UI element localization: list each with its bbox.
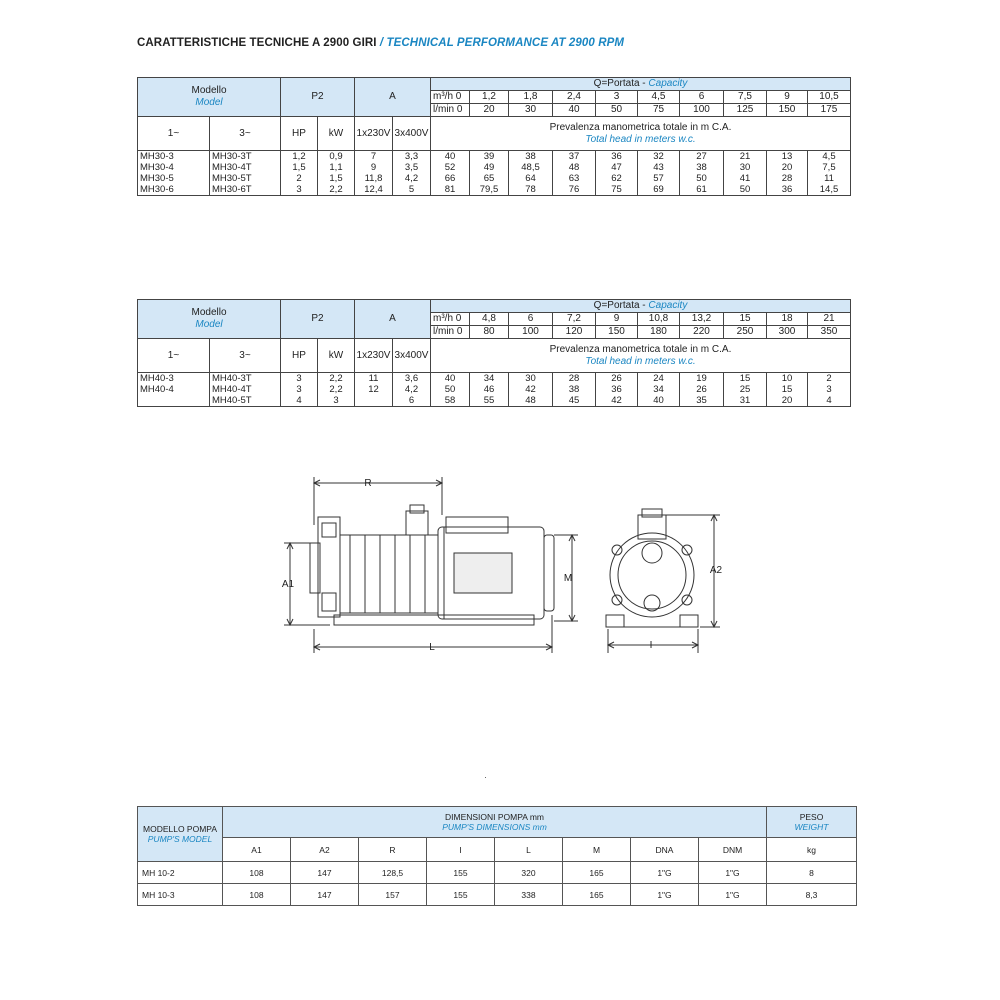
capacity-label: Capacity xyxy=(648,78,688,89)
head-cell: 28 xyxy=(553,373,596,385)
model-3ph-cell: MH40-4T xyxy=(210,384,281,395)
flow-lmin-cell: 40 xyxy=(553,104,596,117)
amp-230-cell: 7 xyxy=(355,151,393,163)
head-cell: 14,5 xyxy=(808,184,851,196)
head-cell: 62 xyxy=(596,173,638,184)
v230-header: 1x230V xyxy=(355,339,393,373)
weight-cell: 8,3 xyxy=(767,884,857,906)
three-phase-header: 3~ xyxy=(210,339,281,373)
amp-230-cell: 9 xyxy=(355,162,393,173)
pump-model-header xyxy=(138,807,223,862)
head-cell: 48 xyxy=(509,395,553,407)
label-a1: A1 xyxy=(281,579,295,590)
head-cell: 32 xyxy=(638,151,680,163)
heading-separator: / xyxy=(376,37,387,49)
hp-cell: 1,5 xyxy=(281,162,318,173)
total-head-label: Total head in meters w.c. xyxy=(585,133,696,145)
flow-m3h-cell: 10,5 xyxy=(808,91,851,104)
flow-m3h-cell: 7,2 xyxy=(553,313,596,326)
head-cell: 37 xyxy=(553,151,596,163)
flow-m3h-cell: 2,4 xyxy=(553,91,596,104)
capacity-header xyxy=(431,300,851,313)
modello-header xyxy=(138,300,281,339)
label-m: M xyxy=(563,573,573,584)
hp-cell: 2 xyxy=(281,173,318,184)
dimension-column-header: M xyxy=(563,838,631,862)
weight-unit-header: kg xyxy=(767,838,857,862)
kw-cell: 2,2 xyxy=(318,184,355,196)
peso-label: PESO xyxy=(799,812,824,822)
head-cell: 38 xyxy=(509,151,553,163)
head-cell: 41 xyxy=(724,173,767,184)
flow-m3h-cell: 1,2 xyxy=(470,91,509,104)
modello-header xyxy=(138,78,281,117)
head-cell: 65 xyxy=(470,173,509,184)
pump-dimension-drawing xyxy=(270,465,730,660)
dimension-cell: 338 xyxy=(495,884,563,906)
dimensions-header xyxy=(223,807,767,838)
head-cell: 48 xyxy=(553,162,596,173)
flow-m3h-cell: 15 xyxy=(724,313,767,326)
flow-lmin-cell: 300 xyxy=(767,326,808,339)
head-cell: 20 xyxy=(767,395,808,407)
label-a2: A2 xyxy=(709,565,723,576)
head-cell: 39 xyxy=(470,151,509,163)
lmin-label: l/min 0 xyxy=(431,326,470,339)
capacity-header xyxy=(431,78,851,91)
head-cell: 30 xyxy=(724,162,767,173)
model-1ph-cell: MH40-3 xyxy=(138,373,210,385)
m3h-label: m³/h 0 xyxy=(431,313,470,326)
amp-400-cell: 4,2 xyxy=(393,384,431,395)
dimension-column-header: A2 xyxy=(291,838,359,862)
pumps-dimensions-label: PUMP'S DIMENSIONS mm xyxy=(442,822,547,832)
modello-label: Modello xyxy=(191,85,227,96)
flow-lmin-cell: 50 xyxy=(596,104,638,117)
head-cell: 11 xyxy=(808,173,851,184)
head-cell: 55 xyxy=(470,395,509,407)
modello-label: Modello xyxy=(191,307,227,318)
m3h-label: m³/h 0 xyxy=(431,91,470,104)
flow-m3h-cell: 3 xyxy=(596,91,638,104)
table-row xyxy=(138,173,851,184)
head-cell: 50 xyxy=(431,384,470,395)
amp-230-cell: 12 xyxy=(355,384,393,395)
prevalenza-label: Prevalenza manometrica totale in m C.A. xyxy=(549,343,732,355)
flow-lmin-cell: 125 xyxy=(724,104,767,117)
pumps-model-label: PUMP'S MODEL xyxy=(147,834,213,844)
amp-230-cell: 12,4 xyxy=(355,184,393,196)
kw-header: kW xyxy=(318,339,355,373)
head-cell: 79,5 xyxy=(470,184,509,196)
flow-lmin-cell: 250 xyxy=(724,326,767,339)
table-row xyxy=(138,184,851,196)
model-1ph-cell: MH30-5 xyxy=(138,173,210,184)
head-cell: 4,5 xyxy=(808,151,851,163)
flow-lmin-cell: 75 xyxy=(638,104,680,117)
v400-header: 3x400V xyxy=(393,339,431,373)
dimensions-table xyxy=(137,806,857,906)
q-portata-label: Q=Portata - xyxy=(593,300,649,311)
flow-m3h-cell: 4,5 xyxy=(638,91,680,104)
head-cell: 26 xyxy=(680,384,724,395)
amp-400-cell: 3,6 xyxy=(393,373,431,385)
head-cell: 52 xyxy=(431,162,470,173)
model-3ph-cell: MH30-4T xyxy=(210,162,281,173)
head-cell: 35 xyxy=(680,395,724,407)
model-1ph-cell xyxy=(138,395,210,407)
hp-header: HP xyxy=(281,339,318,373)
p2-header: P2 xyxy=(281,300,355,339)
single-phase-header: 1~ xyxy=(138,339,210,373)
head-header xyxy=(431,339,851,373)
head-cell: 57 xyxy=(638,173,680,184)
head-cell: 26 xyxy=(596,373,638,385)
amp-400-cell: 5 xyxy=(393,184,431,196)
head-cell: 31 xyxy=(724,395,767,407)
head-cell: 21 xyxy=(724,151,767,163)
head-cell: 2 xyxy=(808,373,851,385)
weight-header xyxy=(767,807,857,838)
model-1ph-cell: MH30-4 xyxy=(138,162,210,173)
kw-cell: 1,5 xyxy=(318,173,355,184)
pump-model-cell: MH 10-2 xyxy=(138,862,223,884)
label-r: R xyxy=(364,478,372,489)
dimension-cell: 320 xyxy=(495,862,563,884)
hp-cell: 3 xyxy=(281,373,318,385)
dimension-column-header: DNM xyxy=(699,838,767,862)
head-cell: 40 xyxy=(638,395,680,407)
flow-m3h-cell: 21 xyxy=(808,313,851,326)
head-cell: 36 xyxy=(596,151,638,163)
flow-m3h-cell: 1,8 xyxy=(509,91,553,104)
head-cell: 3 xyxy=(808,384,851,395)
model-3ph-cell: MH40-3T xyxy=(210,373,281,385)
head-cell: 7,5 xyxy=(808,162,851,173)
modello-pompa-label: MODELLO POMPA xyxy=(143,824,217,834)
head-cell: 47 xyxy=(596,162,638,173)
head-cell: 30 xyxy=(509,373,553,385)
hp-cell: 4 xyxy=(281,395,318,407)
flow-m3h-cell: 9 xyxy=(767,91,808,104)
head-cell: 10 xyxy=(767,373,808,385)
kw-cell: 2,2 xyxy=(318,373,355,385)
flow-lmin-cell: 20 xyxy=(470,104,509,117)
table-row xyxy=(138,384,851,395)
head-cell: 38 xyxy=(553,384,596,395)
hp-cell: 3 xyxy=(281,184,318,196)
head-cell: 81 xyxy=(431,184,470,196)
dimension-cell: 1"G xyxy=(631,884,699,906)
performance-table-mh30 xyxy=(137,77,851,196)
dimension-cell: 1"G xyxy=(699,884,767,906)
table-row xyxy=(138,373,851,385)
flow-m3h-cell: 10,8 xyxy=(638,313,680,326)
dimension-cell: 108 xyxy=(223,862,291,884)
total-head-label: Total head in meters w.c. xyxy=(585,355,696,367)
hp-cell: 1,2 xyxy=(281,151,318,163)
head-cell: 40 xyxy=(431,151,470,163)
v230-header: 1x230V xyxy=(355,117,393,151)
head-cell: 36 xyxy=(596,384,638,395)
stray-dot xyxy=(485,777,486,778)
dimension-cell: 147 xyxy=(291,862,359,884)
amp-400-cell: 6 xyxy=(393,395,431,407)
flow-lmin-cell: 100 xyxy=(680,104,724,117)
head-cell: 58 xyxy=(431,395,470,407)
head-cell: 34 xyxy=(638,384,680,395)
flow-m3h-cell: 18 xyxy=(767,313,808,326)
amp-400-cell: 3,3 xyxy=(393,151,431,163)
head-cell: 69 xyxy=(638,184,680,196)
flow-lmin-cell: 120 xyxy=(553,326,596,339)
model-1ph-cell: MH40-4 xyxy=(138,384,210,395)
model-3ph-cell: MH30-3T xyxy=(210,151,281,163)
weight-cell: 8 xyxy=(767,862,857,884)
dimension-cell: 1"G xyxy=(699,862,767,884)
head-cell: 19 xyxy=(680,373,724,385)
label-i: I xyxy=(649,640,653,651)
dimension-column-header: I xyxy=(427,838,495,862)
amp-400-cell: 3,5 xyxy=(393,162,431,173)
head-cell: 28 xyxy=(767,173,808,184)
flow-m3h-cell: 6 xyxy=(509,313,553,326)
dimension-cell: 128,5 xyxy=(359,862,427,884)
kw-cell: 3 xyxy=(318,395,355,407)
pump-model-cell: MH 10-3 xyxy=(138,884,223,906)
model-label: Model xyxy=(195,97,223,108)
prevalenza-label: Prevalenza manometrica totale in m C.A. xyxy=(549,121,732,133)
a-header: A xyxy=(355,300,431,339)
hp-cell: 3 xyxy=(281,384,318,395)
v400-header: 3x400V xyxy=(393,117,431,151)
head-cell: 45 xyxy=(553,395,596,407)
amp-230-cell: 11 xyxy=(355,373,393,385)
weight-label: WEIGHT xyxy=(794,822,829,832)
kw-cell: 0,9 xyxy=(318,151,355,163)
dimension-cell: 165 xyxy=(563,862,631,884)
dimension-cell: 165 xyxy=(563,884,631,906)
head-cell: 42 xyxy=(509,384,553,395)
flow-lmin-cell: 100 xyxy=(509,326,553,339)
head-cell: 75 xyxy=(596,184,638,196)
flow-lmin-cell: 80 xyxy=(470,326,509,339)
head-cell: 15 xyxy=(767,384,808,395)
label-l: L xyxy=(429,642,435,653)
dimensioni-label: DIMENSIONI POMPA mm xyxy=(444,812,545,822)
head-cell: 50 xyxy=(680,173,724,184)
capacity-label: Capacity xyxy=(648,300,688,311)
table-row xyxy=(138,862,857,884)
dimension-column-header: A1 xyxy=(223,838,291,862)
table-row xyxy=(138,884,857,906)
flow-lmin-cell: 175 xyxy=(808,104,851,117)
heading-english: TECHNICAL PERFORMANCE AT 2900 RPM xyxy=(386,37,625,49)
head-cell: 25 xyxy=(724,384,767,395)
q-portata-label: Q=Portata - xyxy=(593,78,649,89)
model-1ph-cell: MH30-6 xyxy=(138,184,210,196)
kw-cell: 2,2 xyxy=(318,384,355,395)
a-header: A xyxy=(355,78,431,117)
single-phase-header: 1~ xyxy=(138,117,210,151)
flow-lmin-cell: 180 xyxy=(638,326,680,339)
flow-lmin-cell: 30 xyxy=(509,104,553,117)
model-3ph-cell: MH30-6T xyxy=(210,184,281,196)
three-phase-header: 3~ xyxy=(210,117,281,151)
table-row xyxy=(138,395,851,407)
kw-header: kW xyxy=(318,117,355,151)
head-cell: 15 xyxy=(724,373,767,385)
head-cell: 38 xyxy=(680,162,724,173)
dimension-cell: 1"G xyxy=(631,862,699,884)
head-cell: 48,5 xyxy=(509,162,553,173)
head-cell: 50 xyxy=(724,184,767,196)
flow-lmin-cell: 150 xyxy=(596,326,638,339)
head-cell: 63 xyxy=(553,173,596,184)
flow-m3h-cell: 4,8 xyxy=(470,313,509,326)
head-cell: 43 xyxy=(638,162,680,173)
dimension-cell: 108 xyxy=(223,884,291,906)
dimension-column-header: L xyxy=(495,838,563,862)
head-cell: 13 xyxy=(767,151,808,163)
lmin-label: l/min 0 xyxy=(431,104,470,117)
amp-400-cell: 4,2 xyxy=(393,173,431,184)
head-cell: 76 xyxy=(553,184,596,196)
flow-lmin-cell: 150 xyxy=(767,104,808,117)
head-cell: 20 xyxy=(767,162,808,173)
model-1ph-cell: MH30-3 xyxy=(138,151,210,163)
dimension-column-header: DNA xyxy=(631,838,699,862)
p2-header: P2 xyxy=(281,78,355,117)
head-cell: 64 xyxy=(509,173,553,184)
heading-main: CARATTERISTICHE TECNICHE A 2900 GIRI xyxy=(137,37,377,49)
model-3ph-cell: MH40-5T xyxy=(210,395,281,407)
head-cell: 49 xyxy=(470,162,509,173)
head-cell: 42 xyxy=(596,395,638,407)
flow-lmin-cell: 220 xyxy=(680,326,724,339)
dimension-cell: 155 xyxy=(427,884,495,906)
dimension-column-header: R xyxy=(359,838,427,862)
flow-m3h-cell: 7,5 xyxy=(724,91,767,104)
model-label: Model xyxy=(195,319,223,330)
flow-m3h-cell: 9 xyxy=(596,313,638,326)
performance-table-mh40 xyxy=(137,299,851,407)
flow-m3h-cell: 6 xyxy=(680,91,724,104)
head-cell: 4 xyxy=(808,395,851,407)
head-cell: 27 xyxy=(680,151,724,163)
hp-header: HP xyxy=(281,117,318,151)
table-row xyxy=(138,162,851,173)
head-cell: 46 xyxy=(470,384,509,395)
amp-230-cell: 11,8 xyxy=(355,173,393,184)
dimension-cell: 157 xyxy=(359,884,427,906)
flow-m3h-cell: 13,2 xyxy=(680,313,724,326)
page-heading xyxy=(137,37,624,49)
head-cell: 34 xyxy=(470,373,509,385)
head-cell: 36 xyxy=(767,184,808,196)
model-3ph-cell: MH30-5T xyxy=(210,173,281,184)
dimension-cell: 155 xyxy=(427,862,495,884)
table-row xyxy=(138,151,851,163)
dimension-cell: 147 xyxy=(291,884,359,906)
flow-lmin-cell: 350 xyxy=(808,326,851,339)
head-cell: 40 xyxy=(431,373,470,385)
head-header xyxy=(431,117,851,151)
head-cell: 24 xyxy=(638,373,680,385)
amp-230-cell xyxy=(355,395,393,407)
head-cell: 78 xyxy=(509,184,553,196)
kw-cell: 1,1 xyxy=(318,162,355,173)
head-cell: 66 xyxy=(431,173,470,184)
head-cell: 61 xyxy=(680,184,724,196)
